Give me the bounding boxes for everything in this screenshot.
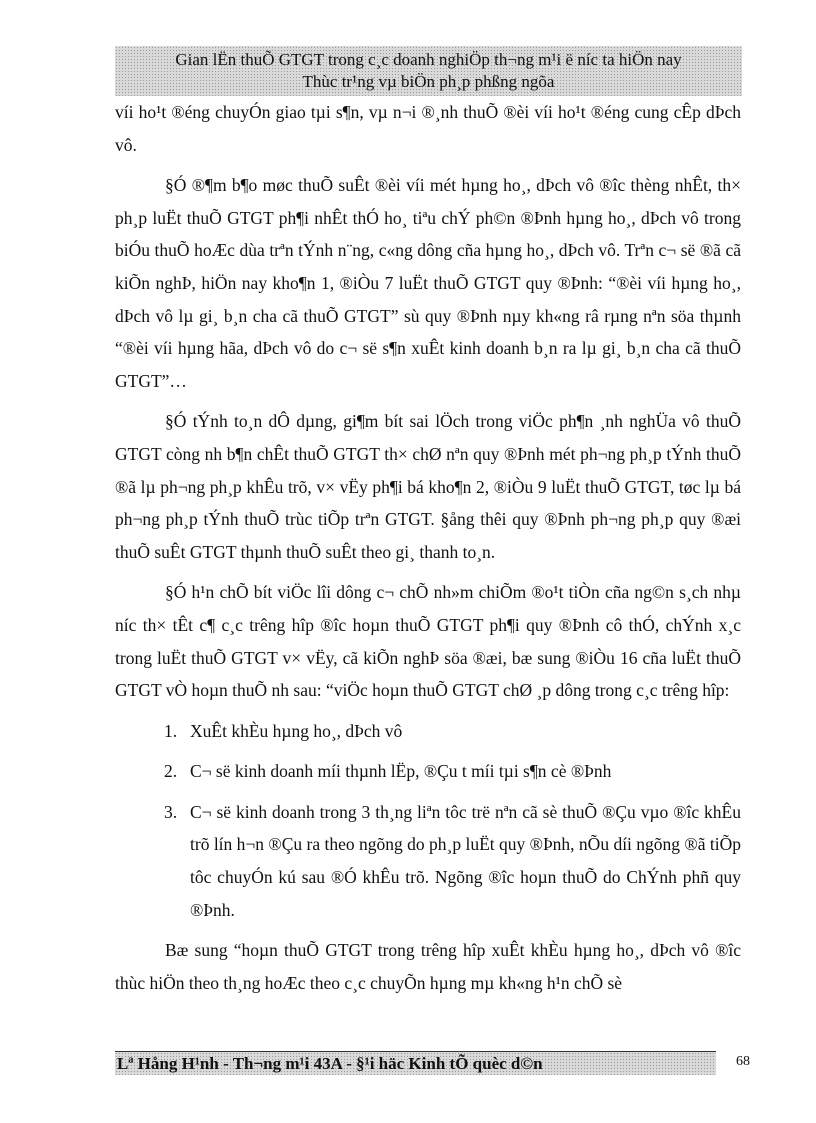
running-header [115,46,742,96]
paragraph: §Ó ®¶m b¶o møc thuÕ suÊt ®èi víi mét hµng ho¸, dÞch vô ®îc thèng nhÊt, th× ph¸p luËt thuÕ GTGT ph¶i nhÊt thÓ ho¸ tiªu chÝ ph©n ®Þnh hµng ho¸, dÞch vô trong biÓu thuÕ hoÆc dùa trªn tÝnh n¨ng, c«ng dông cña hµng ho¸, dÞch vô. Trªn c¬ së ®ã cã kiÕn nghÞ, hiÖn nay kho¶n 1, ®iÒu 7 luËt thuÕ GTGT quy ®Þnh: “®èi víi hµng ho¸, dÞch vô lµ gi¸ b¸n cha cã thuÕ GTGT” sù quy ®Þnh nµy kh«ng râ rµng nªn söa thµnh “®èi víi hµng hãa, dÞch vô do c¬ së s¶n xuÊt kinh doanh b¸n ra lµ gi¸ b¸n cha cã thuÕ GTGT”… [115,175,741,391]
paragraph-continuation: víi ho¹t ®éng chuyÓn giao tµi s¶n, vµ n¬i ®¸nh thuÕ ®èi víi ho¹t ®éng cung cÊp dÞch vô. [115,102,741,155]
paragraph: §Ó tÝnh to¸n dÔ dµng, gi¶m bít sai lÖch trong viÖc ph¶n ¸nh nghÜa vô thuÕ GTGT còng nh b¶n chÊt thuÕ GTGT th× chØ nªn quy ®Þnh mét ph¬ng ph¸p tÝnh thuÕ ®ã lµ ph¬ng ph¸p khÊu trõ, v× vËy ph¶i bá kho¶n 2, ®iÒu 9 luËt thuÕ GTGT, tøc lµ bá ph¬ng ph¸p tÝnh thuÕ trùc tiÕp trªn GTGT. §ång thêi quy ®Þnh ph¬ng ph¸p quy ®æi thuÕ suÊt GTGT thµnh thuÕ suÊt theo gi¸ thanh to¸n. [115,411,741,562]
list-item-text: C¬ së kinh doanh trong 3 th¸ng liªn tôc trë nªn cã sè thuÕ ®Çu vµo ®îc khÊu trõ lín h¬n ®Çu ra theo ngõng do ph¸p luËt quy ®Þnh, nÕu díi ngõng ®ã tiÕp tôc chuyÓn kú sau ®Ó khÊu trõ. Ngõng ®îc hoµn thuÕ do ChÝnh phñ quy ®Þnh. [190,801,741,920]
list-item [115,755,741,788]
footer-author: Lª Hång H¹nh - Th¬ng m¹i 43A - §¹i häc Kinh tÕ quèc d©n [115,1052,716,1075]
list-item-text: XuÊt khÈu hµng ho¸, dÞch vô [190,720,403,741]
list-item [115,715,741,748]
paragraph: §Ó h¹n chÕ bít viÖc lîi dông c¬ chÕ nh»m chiÕm ®o¹t tiÒn cña ng©n s¸ch nhµ níc th× tÊt c¶ c¸c trêng hîp ®îc hoµn thuÕ GTGT ph¶i quy ®Þnh cô thÓ, chÝnh x¸c trong luËt thuÕ GTGT v× vËy, cã kiÕn nghÞ söa ®æi, bæ sung ®iÒu 16 cña luËt thuÕ GTGT vÒ hoµn thuÕ nh sau: “viÖc hoµn thuÕ GTGT chØ ¸p dông trong c¸c trêng hîp: [115,582,741,701]
list-number: 3. [164,801,178,822]
page-number: 68 [736,1054,750,1069]
header-title-line2: Thùc tr¹ng vµ biÖn ph¸p phßng ngõa [302,72,555,91]
list-number: 1. [164,720,178,741]
paragraph: Bæ sung “hoµn thuÕ GTGT trong trêng hîp xuÊt khÈu hµng ho¸, dÞch vô ®îc thùc hiÖn theo th¸ng hoÆc theo c¸c chuyÕn hµng mµ kh«ng h¹n chÕ sè [115,940,741,993]
list-number: 2. [164,761,178,782]
numbered-list [115,715,741,927]
list-item [115,796,741,926]
list-item-text: C¬ së kinh doanh míi thµnh lËp, ®Çu t míi tµi s¶n cè ®Þnh [190,761,612,782]
header-title-line1: Gian lËn thuÕ GTGT trong c¸c doanh nghiÖp th¬ng m¹i ë níc ta hiÖn nay [175,50,682,69]
body-text [115,96,741,999]
